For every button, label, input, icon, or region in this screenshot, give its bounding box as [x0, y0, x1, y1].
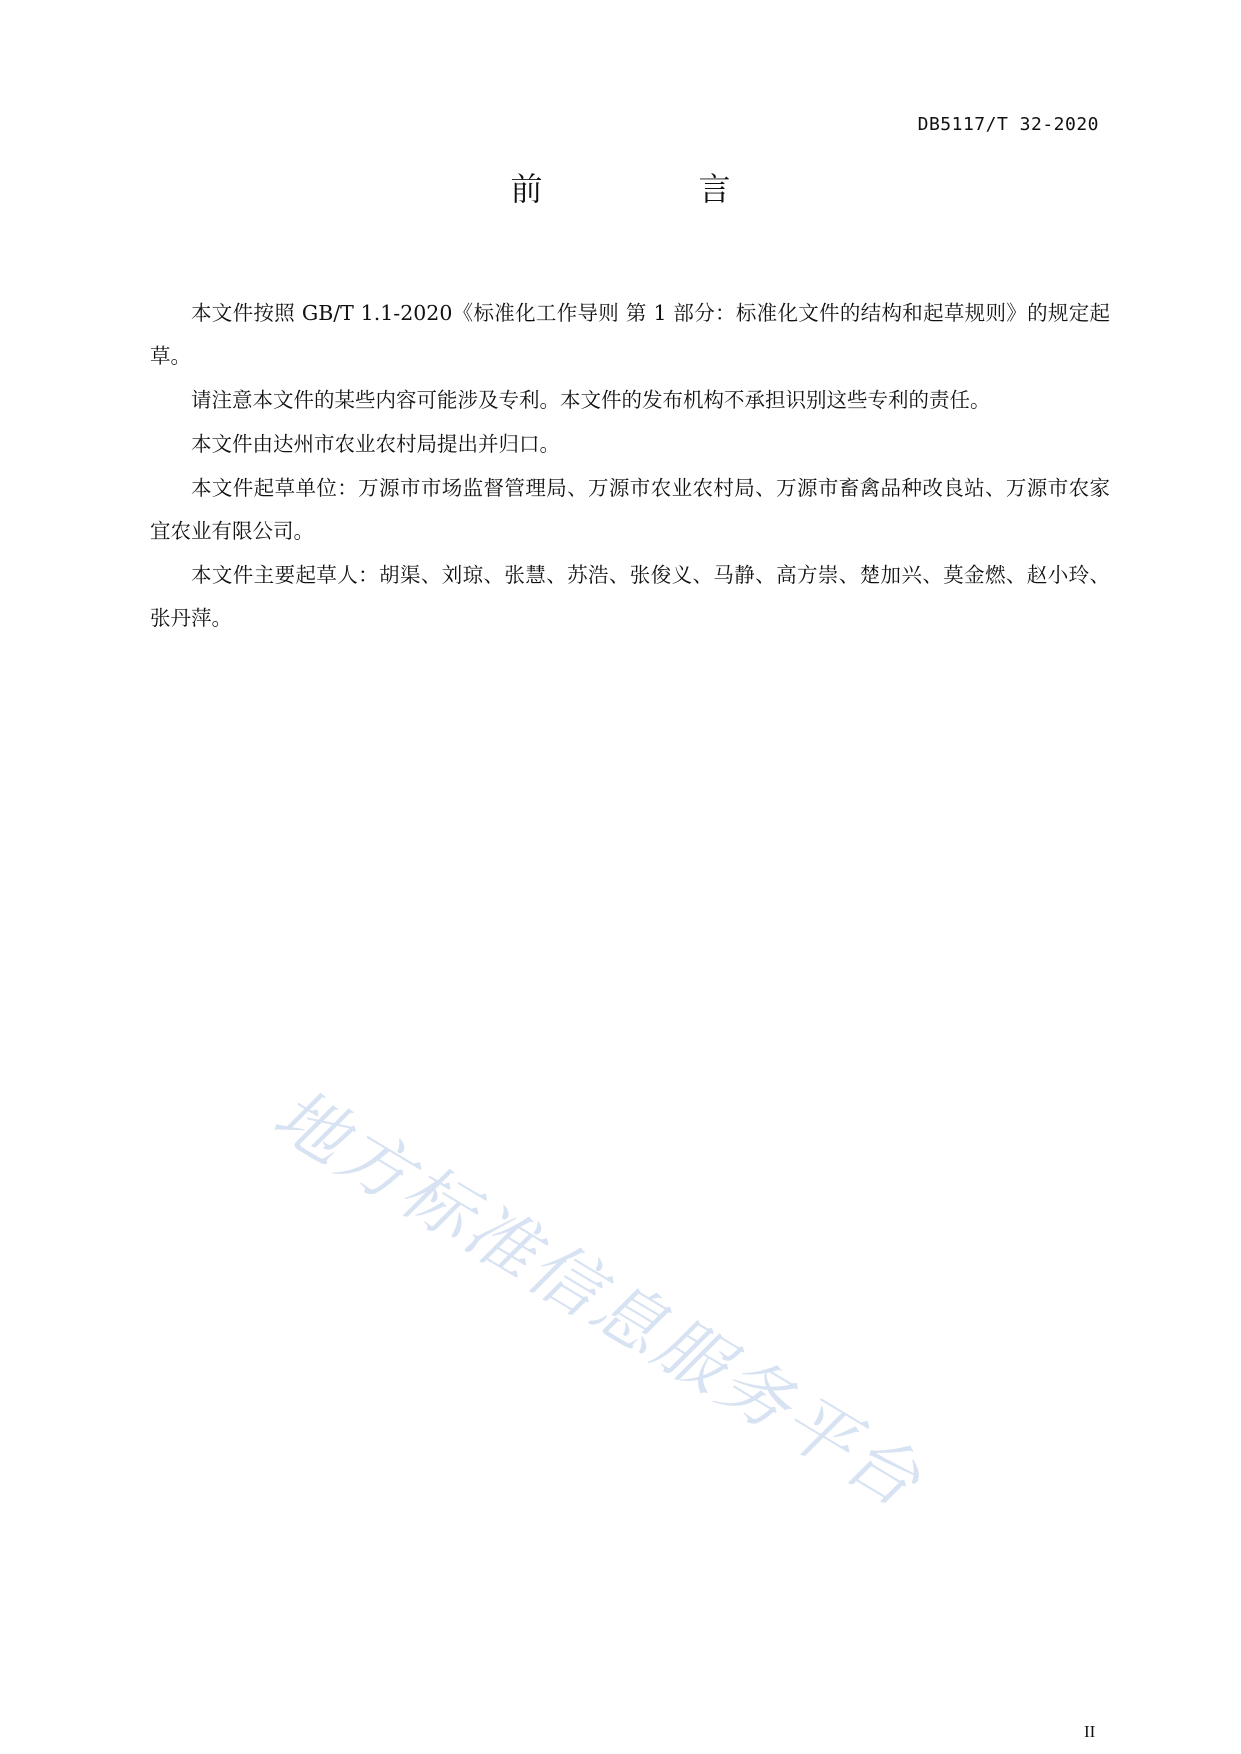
- paragraph-drafting-rules: 本文件按照 GB/T 1.1-2020《标准化工作导则 第 1 部分：标准化文件的结构和起草规则》的规定起草。: [150, 301, 1110, 368]
- page-title: 前 言: [510, 170, 793, 208]
- page-number: II: [1084, 1722, 1096, 1741]
- document-body: [150, 292, 1110, 641]
- watermark-text: 地方标准信息服务平台: [260, 1072, 937, 1525]
- paragraph-drafters: 本文件主要起草人：胡渠、刘琼、张慧、苏浩、张俊义、马静、高方崇、楚加兴、莫金燃、赵小玲、张丹萍。: [150, 563, 1110, 630]
- paragraph-drafting-units: 本文件起草单位：万源市市场监督管理局、万源市农业农村局、万源市畜禽品种改良站、万源市农家宜农业有限公司。: [150, 476, 1110, 543]
- document-code: DB5117/T 32-2020: [917, 114, 1099, 135]
- paragraph-proposer: 本文件由达州市农业农村局提出并归口。: [191, 432, 560, 456]
- paragraph-patent-notice: 请注意本文件的某些内容可能涉及专利。本文件的发布机构不承担识别这些专利的责任。: [191, 388, 991, 412]
